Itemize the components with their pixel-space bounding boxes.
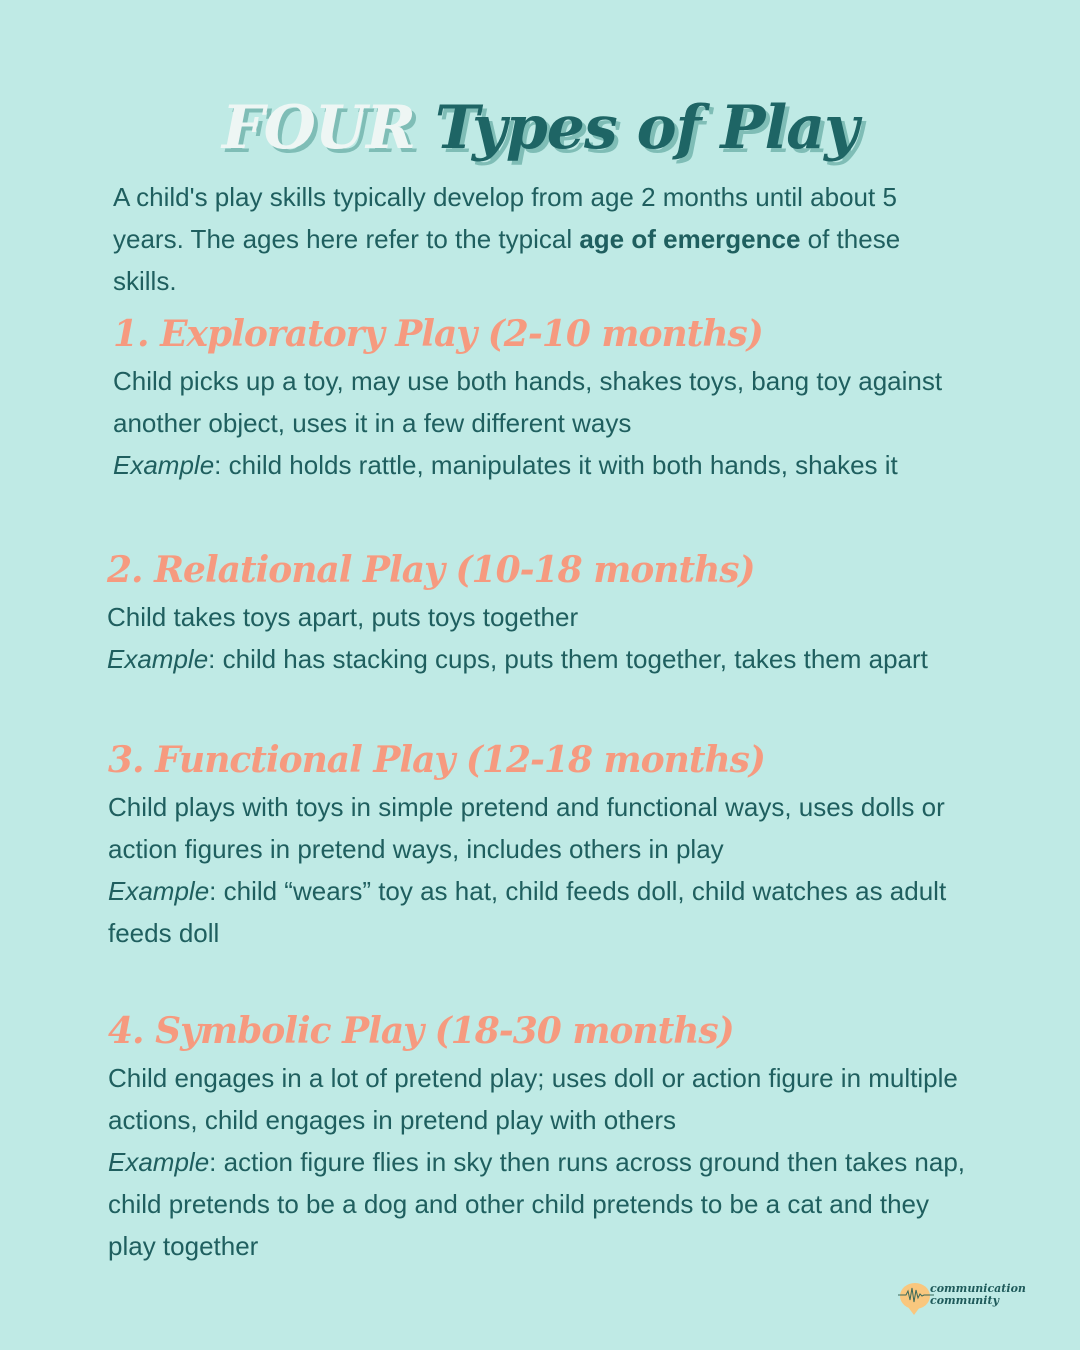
section-example bbox=[113, 444, 983, 486]
section-exploratory-play bbox=[113, 308, 983, 486]
section-example bbox=[107, 638, 977, 680]
section-symbolic-play bbox=[108, 1005, 978, 1267]
example-text: : child “wears” toy as hat, child feeds doll, child watches as adult feeds doll bbox=[108, 876, 947, 948]
section-functional-play bbox=[108, 734, 978, 954]
section-relational-play bbox=[107, 544, 977, 680]
intro-text-1: A child's play skills typically develop from age 2 months until about 5 years. The ages here refer to the typical bbox=[113, 182, 897, 254]
example-label: Example bbox=[108, 1147, 210, 1177]
example-text: : action figure flies in sky then runs across ground then takes nap, child pretends to be a dog and other child pretends to be a cat and they play together bbox=[108, 1147, 966, 1261]
logo-line-2: community bbox=[930, 1294, 999, 1307]
intro-paragraph bbox=[113, 176, 953, 302]
example-label: Example bbox=[107, 644, 209, 674]
logo-line-1: communication bbox=[930, 1282, 1026, 1295]
section-heading: 1. Exploratory Play (2-10 months) bbox=[113, 313, 763, 355]
title-highlight: FOUR bbox=[221, 93, 416, 163]
title-rest: Types of Play bbox=[434, 93, 859, 163]
page-title bbox=[0, 88, 1080, 168]
section-description: Child takes toys apart, puts toys together bbox=[107, 602, 579, 632]
section-description: Child picks up a toy, may use both hands, shakes toys, bang toy against another object, uses it in a few different ways bbox=[113, 366, 943, 438]
section-example bbox=[108, 870, 978, 954]
sound-wave-icon bbox=[898, 1285, 934, 1305]
section-heading: 4. Symbolic Play (18-30 months) bbox=[108, 1010, 734, 1052]
section-description: Child engages in a lot of pretend play; uses doll or action figure in multiple actions, child engages in pretend play with others bbox=[108, 1063, 958, 1135]
example-text: : child has stacking cups, puts them together, takes them apart bbox=[208, 644, 928, 674]
example-label: Example bbox=[113, 450, 215, 480]
section-heading: 3. Functional Play (12-18 months) bbox=[108, 739, 765, 781]
example-label: Example bbox=[108, 876, 210, 906]
intro-text-2: of these skills. bbox=[113, 224, 901, 296]
intro-bold: age of emergence bbox=[579, 224, 801, 254]
section-heading: 2. Relational Play (10-18 months) bbox=[107, 549, 755, 591]
example-text: : child holds rattle, manipulates it with both hands, shakes it bbox=[214, 450, 898, 480]
section-description: Child plays with toys in simple pretend and functional ways, uses dolls or action figures in pretend ways, includes others in play bbox=[108, 792, 945, 864]
communication-community-logo bbox=[898, 1281, 1048, 1315]
logo-text bbox=[930, 1283, 1026, 1307]
section-example bbox=[108, 1141, 978, 1267]
